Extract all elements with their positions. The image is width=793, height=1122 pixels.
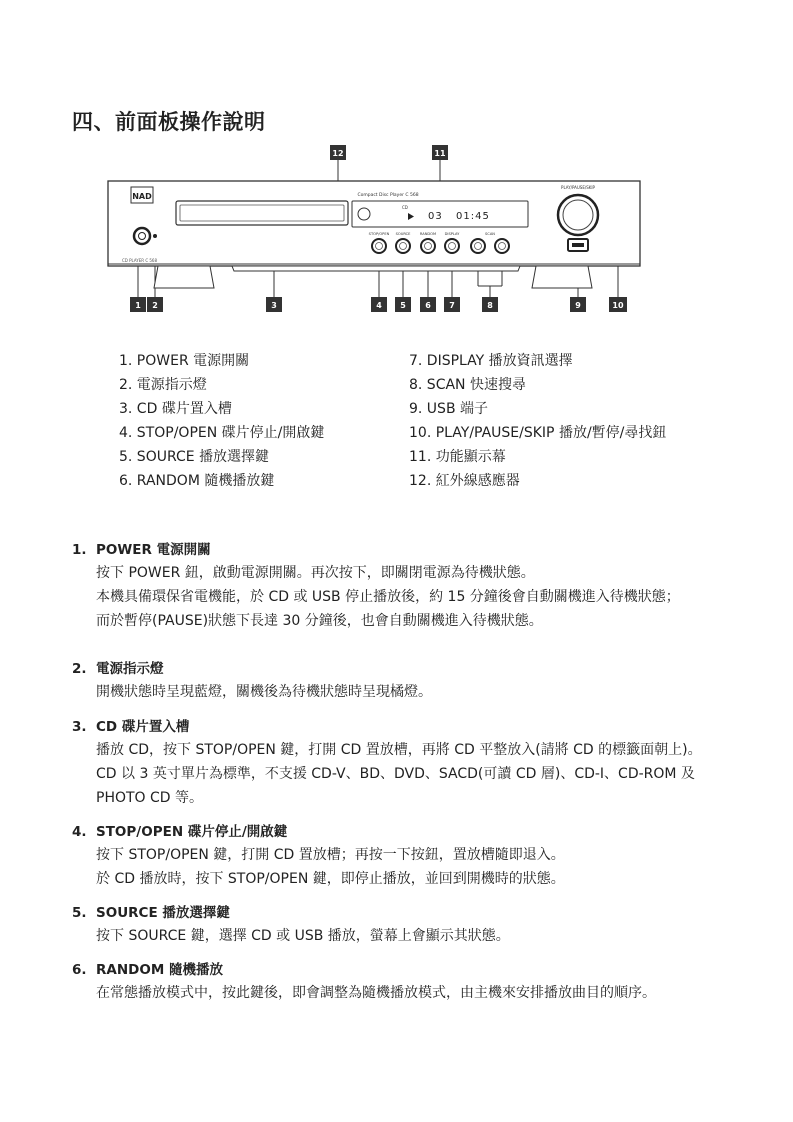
section-heading: POWER 電源開關 bbox=[96, 542, 211, 558]
legend-item: 2. 電源指示燈 bbox=[119, 377, 207, 393]
legend-item: 5. SOURCE 播放選擇鍵 bbox=[119, 449, 270, 465]
section-heading: SOURCE 播放選擇鍵 bbox=[96, 905, 230, 921]
legend-item: 1. POWER 電源開關 bbox=[119, 353, 250, 369]
legend-item: 7. DISPLAY 播放資訊選擇 bbox=[409, 353, 573, 369]
power-led bbox=[153, 234, 157, 238]
svg-text:DISPLAY: DISPLAY bbox=[444, 232, 460, 236]
svg-text:PLAY/PAUSE/SKIP: PLAY/PAUSE/SKIP bbox=[561, 185, 595, 190]
svg-text:CD: CD bbox=[402, 205, 408, 210]
display-track: 03 bbox=[428, 211, 443, 222]
svg-text:CD PLAYER C 568: CD PLAYER C 568 bbox=[122, 258, 158, 263]
left-foot bbox=[154, 266, 214, 288]
svg-text:4: 4 bbox=[376, 301, 382, 310]
section-heading: RANDOM 隨機播放 bbox=[96, 962, 223, 978]
legend-right bbox=[409, 349, 666, 493]
legend-item: 11. 功能顯示幕 bbox=[409, 449, 506, 465]
section-power: 1. POWER 電源開關 按下 POWER 鈕，啟動電源開關。再次按下，即關閉電源為待機狀態。 本機具備環保省電機能，於 CD 或 USB 停止播放後，約 15 分鐘後會自動關機進入待機狀態； 而於暫停(PAUSE)狀態下長達 30 分鐘後，也會自動關機進入待機狀態。 bbox=[72, 542, 680, 629]
brand-text: NAD bbox=[132, 192, 152, 201]
legend-item: 6. RANDOM 隨機播放鍵 bbox=[119, 473, 275, 489]
legend-item: 4. STOP/OPEN 碟片停止/開啟鍵 bbox=[119, 425, 325, 441]
svg-text:SCAN: SCAN bbox=[485, 232, 495, 236]
legend-item: 12. 紅外線感應器 bbox=[409, 473, 520, 489]
svg-text:9: 9 bbox=[575, 301, 581, 310]
svg-text:SOURCE: SOURCE bbox=[395, 232, 411, 236]
svg-text:3: 3 bbox=[271, 301, 277, 310]
legend-item: 9. USB 端子 bbox=[409, 401, 488, 417]
ir-sensor bbox=[358, 208, 370, 220]
svg-text:7: 7 bbox=[449, 301, 455, 310]
svg-text:5: 5 bbox=[400, 301, 406, 310]
display-time: 01:45 bbox=[456, 211, 490, 222]
model-text: Compact Disc Player C 568 bbox=[357, 193, 419, 198]
section-disc-slot: 3. CD 碟片置入槽 播放 CD，按下 STOP/OPEN 鍵，打開 CD 置放槽，再將 CD 平整放入(請將 CD 的標籤面朝上)。 CD 以 3 英寸單片為標準，不支援 CD-V、BD、DVD、SACD(可讀 CD 層)、CD-I、CD-ROM 及 PHOTO CD 等。 bbox=[72, 719, 702, 806]
svg-text:1: 1 bbox=[135, 301, 141, 310]
svg-text:12: 12 bbox=[332, 149, 344, 158]
page-title: 四、前面板操作說明 bbox=[72, 110, 266, 134]
svg-text:RANDOM: RANDOM bbox=[419, 232, 437, 236]
front-panel-diagram bbox=[0, 0, 793, 330]
svg-text:11: 11 bbox=[434, 149, 446, 158]
legend-item: 3. CD 碟片置入槽 bbox=[119, 401, 232, 417]
svg-text:8: 8 bbox=[487, 301, 493, 310]
legend-item: 8. SCAN 快速搜尋 bbox=[409, 377, 526, 393]
svg-text:STOP/OPEN: STOP/OPEN bbox=[368, 232, 390, 236]
svg-text:2: 2 bbox=[152, 301, 158, 310]
section-heading: 電源指示燈 bbox=[96, 661, 164, 677]
legend-item: 10. PLAY/PAUSE/SKIP 播放/暫停/尋找鈕 bbox=[409, 425, 667, 441]
section-heading: CD 碟片置入槽 bbox=[96, 719, 190, 735]
section-random: 6. RANDOM 隨機播放 在常態播放模式中，按此鍵後，即會調整為隨機播放模式，由主機來安排播放曲目的順序。 bbox=[72, 962, 656, 1001]
svg-text:10: 10 bbox=[612, 301, 624, 310]
right-foot bbox=[532, 266, 592, 288]
section-power-led: 2. 電源指示燈 開機狀態時呈現藍燈，關機後為待機狀態時呈現橘燈。 bbox=[72, 661, 432, 700]
section-stop-open: 4. STOP/OPEN 碟片停止/開啟鍵 按下 STOP/OPEN 鍵，打開 CD 置放槽；再按一下按鈕，置放槽隨即退入。 於 CD 播放時，按下 STOP/OPEN 鍵，即停止播放，並回到開機時的狀態。 bbox=[72, 824, 565, 887]
svg-text:6: 6 bbox=[425, 301, 431, 310]
section-heading: STOP/OPEN 碟片停止/開啟鍵 bbox=[96, 824, 288, 840]
section-source: 5. SOURCE 播放選擇鍵 按下 SOURCE 鍵，選擇 CD 或 USB 播放，螢幕上會顯示其狀態。 bbox=[72, 905, 510, 944]
legend-left bbox=[119, 349, 324, 493]
